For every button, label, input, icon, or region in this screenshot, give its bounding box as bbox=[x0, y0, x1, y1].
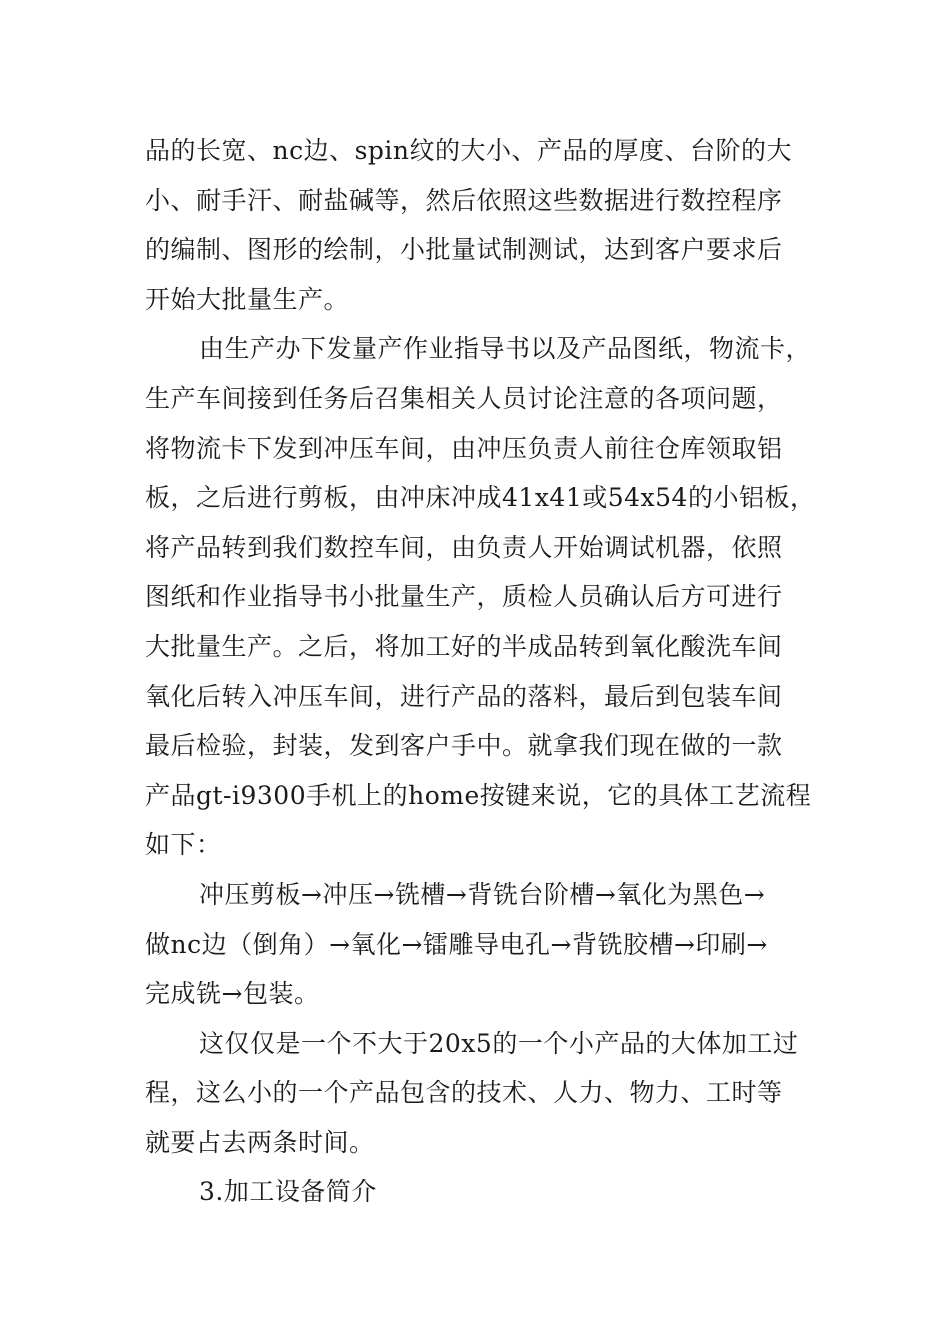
text-line: 冲压剪板→冲压→铣槽→背铣台阶槽→氧化为黑色→ bbox=[199, 879, 766, 909]
text-line: 氧化后转入冲压车间，进行产品的落料，最后到包装车间 bbox=[145, 681, 783, 711]
paragraph-4 bbox=[145, 1019, 815, 1168]
text-line: 将物流卡下发到冲压车间，由冲压负责人前往仓库领取铝 bbox=[145, 433, 783, 463]
text-line: 做nc边（倒角）→氧化→镭雕导电孔→背铣胶槽→印刷→ bbox=[145, 929, 768, 959]
text-line: 这仅仅是一个不大于20x5的一个小产品的大体加工过 bbox=[199, 1028, 799, 1058]
text-line: 最后检验，封装，发到客户手中。就拿我们现在做的一款 bbox=[145, 731, 783, 761]
text-line: 就要占去两条时间。 bbox=[145, 1127, 375, 1157]
text-line: 产品gt-i9300手机上的home按键来说，它的具体工艺流程 bbox=[145, 780, 812, 810]
text-line: 如下： bbox=[145, 830, 222, 860]
text-line: 的编制、图形的绘制，小批量试制测试，达到客户要求后 bbox=[145, 235, 783, 265]
text-line: 图纸和作业指导书小批量生产，质检人员确认后方可进行 bbox=[145, 582, 783, 612]
document-body bbox=[145, 126, 815, 1217]
text-line: 大批量生产。之后，将加工好的半成品转到氧化酸洗车间 bbox=[145, 631, 783, 661]
text-line: 小、耐手汗、耐盐碱等，然后依照这些数据进行数控程序 bbox=[145, 185, 783, 215]
section-heading-block bbox=[145, 1167, 815, 1217]
paragraph-2 bbox=[145, 324, 815, 870]
text-line: 将产品转到我们数控车间，由负责人开始调试机器，依照 bbox=[145, 532, 783, 562]
text-line: 品的长宽、nc边、spin纹的大小、产品的厚度、台阶的大 bbox=[145, 136, 793, 165]
text-line: 由生产办下发量产作业指导书以及产品图纸，物流卡， bbox=[199, 334, 812, 364]
paragraph-3-process-flow bbox=[145, 870, 815, 1019]
paragraph-1 bbox=[145, 126, 815, 324]
text-line: 板，之后进行剪板，由冲床冲成41x41或54x54的小铝板， bbox=[145, 483, 816, 513]
text-line: 程，这么小的一个产品包含的技术、人力、物力、工时等 bbox=[145, 1078, 783, 1108]
text-line: 生产车间接到任务后召集相关人员讨论注意的各项问题， bbox=[145, 383, 783, 413]
text-line: 完成铣→包装。 bbox=[145, 979, 320, 1009]
section-heading: 3.加工设备简介 bbox=[199, 1177, 377, 1207]
text-line: 开始大批量生产。 bbox=[145, 284, 350, 314]
